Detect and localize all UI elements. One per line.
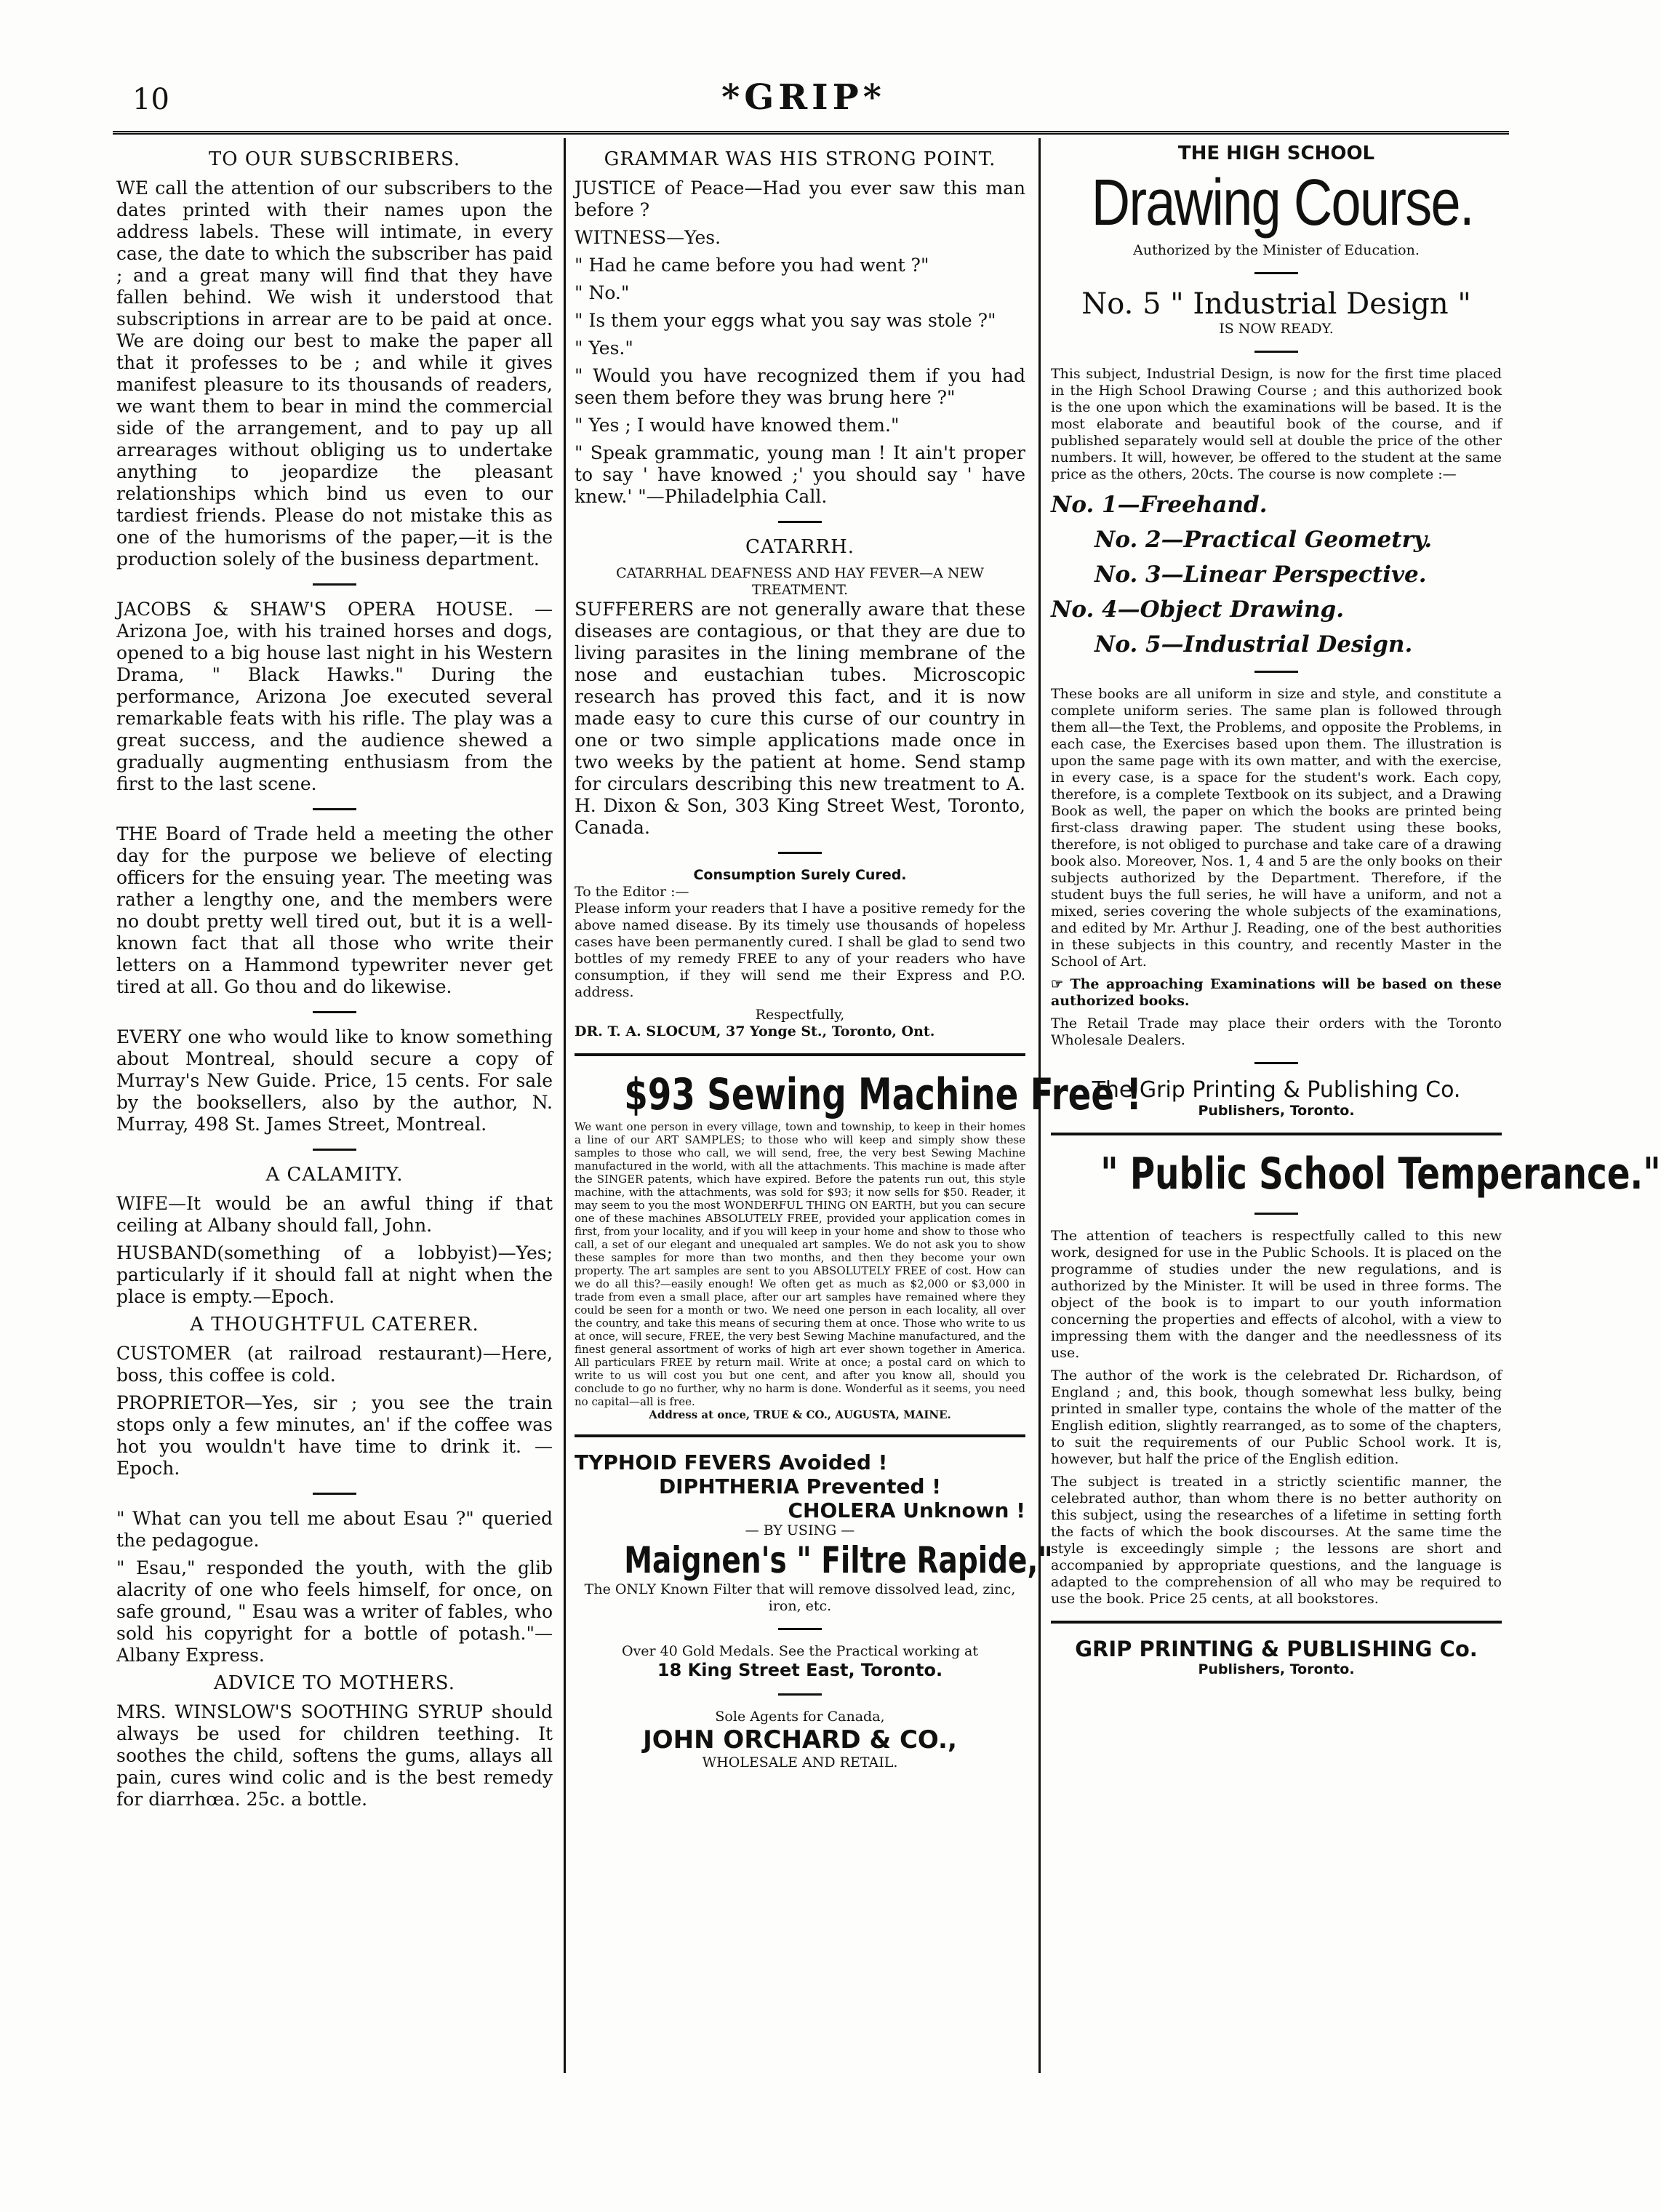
calamity-p2: HUSBAND(something of a lobbyist)—Yes; particularly if it should fall at night when the place is empty.—Epoch. [116,1242,553,1307]
filter-line3: CHOLERA Unknown ! [788,1498,1025,1522]
divider [1254,671,1298,673]
divider [313,1493,356,1495]
filter-line2: DIPHTHERIA Prevented ! [658,1474,942,1498]
consumption-closing: Respectfully, [755,1007,845,1023]
divider [313,583,356,586]
temperance-p3: The subject is treated in a strictly scientific manner, the celebrated author, than whom there is no better authority on this subject, using the researches of a lifetime in setting forth the facts of which the book discourses. At the same time the style is exceedingly simple ; the lessons are short and accompanied by appropriate questions, and the language is adapted to the comprehension of all who may be required to use the book. Price 25 cents, at all bookstores. [1051,1474,1502,1607]
drawing-trade: The Retail Trade may place their orders with the Toronto Wholesale Dealers. [1051,1015,1502,1048]
divider [575,1434,1025,1437]
opera-item: JACOBS & SHAW'S OPERA HOUSE. — Arizona Joe, with his trained horses and dogs, opened to a big house last night in his Western Drama, " Black Hawks." During the performance, Arizona Joe executed several remarkable feats with his rifle. The play was a great success, and the audience shewed a gradually augmenting enthusiasm from the first to the last scene. [116,599,553,794]
drawing-publisher: The Grip Printing & Publishing Co. [1092,1077,1461,1103]
drawing-ready: IS NOW READY. [1219,321,1334,337]
drawing-kicker: THE HIGH SCHOOL [1177,143,1375,164]
filter-product: Maignen's " Filtre Rapide," [624,1539,1053,1581]
temperance-publisher-sub: Publishers, Toronto. [1198,1661,1355,1677]
esau-p2: " Esau," responded the youth, with the glib alacrity of one who feels himself, for once, on safe ground, " Esau was a writer of fables, who sold his copyright for a bottle of potash."—Albany Express. [116,1557,553,1666]
divider [778,1693,822,1696]
drawing-notice: ☞ The approaching Examinations will be based on these authorized books. [1051,976,1502,1009]
divider [778,1628,822,1630]
filter-trade: WHOLESALE AND RETAIL. [702,1754,898,1770]
header-rule [113,131,1509,135]
montreal-item: EVERY one who would like to know something about Montreal, should secure a copy of Murray's New Guide. Price, 15 cents. For sale by the booksellers, also by the author, N. Murray, 498 St. James Street, Montreal. [116,1026,553,1135]
filter-line1: TYPHOID FEVERS Avoided ! [575,1450,888,1474]
column-3 [1051,143,1661,1678]
divider [313,1149,356,1151]
filter-by: — BY USING — [745,1522,855,1538]
divider [778,852,822,854]
drawing-list-item: No. 2—Practical Geometry. [1094,527,1433,553]
grammar-line: " Speak grammatic, young man ! It ain't proper to say ' have knowed ;' you should say ' have knew.' "—Philadelphia Call. [575,442,1025,507]
drawing-intro: This subject, Industrial Design, is now for the first time placed in the High School Drawing Course ; and this authorized book is the one upon which the examinations will be based. It is the most elaborate and beautiful book of the course, and if published separately would sell at double the price of the other numbers. It will, however, be offered to the student at the same price as the others, 20cts. The course is now complete :— [1051,366,1502,482]
sewing-body: We want one person in every village, town and township, to keep in their homes a line of our ART SAMPLES; to those who will keep and simply show these samples to those who call, we will send, free, the very best Sewing Machine manufactured in the world, with all the attachments. This machine is made after the SINGER patents, which have expired. Before the patents run out, this style machine, with the attachments, was sold for $93; it now sells for $50. Reader, it may seem to you the most WONDERFUL THING ON EARTH, but you can secure one of these machines ABSOLUTELY FREE, provided your application comes in first, from your locality, and if you will keep in your home and show to those who call, a set of our elegant and unequaled art samples. We do not ask you to show these samples for more than two months, and then they become your own property. The art samples are sent to you ABSOLUTELY FREE of cost. How can we do all this?—easily enough! We often get as much as $2,000 or $3,000 in trade from even a small place, after our art samples have remained where they could be seen for a month or two. We need one person in each locality, all over the country, and take this means of securing them at once. Those who write to us at once, will secure, FREE, the very best Sewing Machine manufactured, and the finest general assortment of works of high art ever shown together in America. All particulars FREE by return mail. Write at once; a postal card on which to write to us will cost you but one cent, and after you know all, should you conclude to go no further, why no harm is done. Wonderful as it seems, you need no capital—all is free. [575,1120,1025,1408]
mothers-body: MRS. WINSLOW'S SOOTHING SYRUP should always be used for children teething. It soothes the child, softens the gums, allays all pain, cures wind colic and is the best remedy for diarrhœa. 25c. a bottle. [116,1701,553,1810]
esau-p1: " What can you tell me about Esau ?" queried the pedagogue. [116,1508,553,1551]
caterer-heading: A THOUGHTFUL CATERER. [190,1314,479,1335]
temperance-p2: The author of the work is the celebrated Dr. Richardson, of England ; and, this book, though somewhat less bulky, being printed in smaller type, contains the whole of the matter of the English edition, slightly rearranged, as to some of the chapters, to suit the requirements of our Public School work. It is, however, but half the price of the English edition. [1051,1367,1502,1467]
grammar-line: WITNESS—Yes. [575,227,721,248]
consumption-to: To the Editor :— [575,884,689,900]
filter-address: 18 King Street East, Toronto. [657,1660,943,1680]
calamity-heading: A CALAMITY. [265,1164,404,1186]
temperance-publisher: GRIP PRINTING & PUBLISHING Co. [1075,1637,1478,1661]
grammar-line: JUSTICE of Peace—Had you ever saw this man before ? [575,177,1025,220]
grammar-heading: GRAMMAR WAS HIS STRONG POINT. [604,148,996,170]
catarrh-heading: CATARRH. [745,536,855,558]
drawing-list-item: No. 3—Linear Perspective. [1094,562,1427,588]
page-header [109,70,1498,128]
divider [1254,1062,1298,1064]
drawing-title: Drawing Course. [1091,167,1473,239]
drawing-list-item: No. 5—Industrial Design. [1094,631,1413,658]
divider [1051,1133,1502,1135]
sewing-address: Address at once, TRUE & CO., AUGUSTA, MAINE. [649,1408,951,1421]
grammar-line: " Is them your eggs what you say was stole ?" [575,310,996,331]
grammar-line: " Yes ; I would have knowed them." [575,415,900,436]
consumption-signature: DR. T. A. SLOCUM, 37 Yonge St., Toronto, Ont. [575,1023,935,1039]
column-rule [564,138,566,2073]
drawing-details: These books are all uniform in size and style, and constitute a complete uniform series. The same plan is followed through them all—the Text, the Problems, and opposite the Problems, in each case, the Exercises based upon them. The illustration is upon the same page with its own matter, and with the exercise, in every case, is a space for the student's work. Each copy, therefore, is a complete Textbook on its subject, and a Drawing Book as well, the paper on which the books are printed being first-class drawing paper. The student using these books, therefore, is not obliged to purchase and take care of a drawing book also. Moreover, Nos. 1, 4 and 5 are the only books on their subjects authorized by the Department. Therefore, if the student buys the full series, he will have a uniform, and not a mixed, series covering the whole subjects of the examinations, and edited by Mr. Arthur J. Reading, one of the best authorities in these subjects in this country, and recently Master in the School of Art. [1051,686,1502,970]
consumption-heading: Consumption Surely Cured. [693,867,907,883]
grammar-line: " Yes." [575,338,633,359]
temperance-p1: The attention of teachers is respectfully called to this new work, designed for use in the Public Schools. It is placed on the programme of studies under the new regulations, and is authorized by the Minister. It will be used in three forms. The object of the book is to impart to our youth information concerning the properties and effects of alcohol, with a view to impressing them with the danger and the needlessness of its use. [1051,1228,1502,1361]
divider [575,1053,1025,1056]
drawing-authorized: Authorized by the Minister of Education. [1133,242,1420,258]
sewing-headline: $93 Sewing Machine Free ! [624,1069,1142,1120]
caterer-p2: PROPRIETOR—Yes, sir ; you see the train stops only a few minutes, an' if the coffee was hot you wouldn't have time to drink it. —Epoch. [116,1392,553,1479]
filter-agents: Sole Agents for Canada, [715,1709,885,1725]
consumption-body: Please inform your readers that I have a positive remedy for the above named disease. By its timely use thousands of hopeless cases have been permanently cured. I shall be glad to send two bottles of my remedy FREE to any of your readers who have consumption, if they will send me their Express and P.O. address. [575,901,1025,1000]
masthead: *GRIP* [721,77,886,118]
drawing-list-item: No. 4—Object Drawing. [1051,596,1344,623]
subscribers-heading: TO OUR SUBSCRIBERS. [208,148,461,170]
calamity-p1: WIFE—It would be an awful thing if that ceiling at Albany should fall, John. [116,1193,553,1236]
filter-medals: Over 40 Gold Medals. See the Practical working at [622,1643,978,1659]
divider [778,521,822,523]
divider [1254,272,1298,274]
catarrh-subheading: CATARRHAL DEAFNESS AND HAY FEVER—A NEW TREATMENT. [616,565,984,598]
drawing-no5: No. 5 " Industrial Design " [1081,287,1471,321]
divider [313,1011,356,1013]
grammar-line: " Had he came before you had went ?" [575,255,929,276]
catarrh-body: SUFFERERS are not generally aware that these diseases are contagious, or that they are due to living parasites in the lining membrane of the nose and eustachian tubes. Microscopic research has proved this fact, and it is now made easy to cure this curse of our country in one or two simple applications made once in two weeks by the patient at home. Send stamp for circulars describing this new treatment to A. H. Dixon & Son, 303 King Street West, Toronto, Canada. [575,599,1025,838]
caterer-p1: CUSTOMER (at railroad restaurant)—Here, boss, this coffee is cold. [116,1343,553,1386]
divider [313,808,356,810]
column-1 [116,143,553,1816]
filter-company: JOHN ORCHARD & CO., [643,1725,957,1754]
grammar-line: " No." [575,282,630,303]
column-2 [575,143,1142,1771]
page-number: 10 [132,83,169,116]
divider [1254,351,1298,353]
drawing-list-item: No. 1—Freehand. [1051,492,1268,518]
mothers-heading: ADVICE TO MOTHERS. [214,1672,455,1694]
grammar-line: " Would you have recognized them if you had seen them before they was brung here ?" [575,365,1025,408]
subscribers-body: WE call the attention of our subscribers to the dates printed with their names upon the address labels. These will intimate, in every case, the date to which the subscriber has paid ; and a great many will find that they have fallen behind. We wish it understood that subscriptions in arrear are to be paid at once. We are doing our best to make the paper all that it professes to be ; and while it gives manifest pleasure to its thousands of readers, we want them to bear in mind the commercial side of the arrangement, and to pay up all arrearages without obliging us to undertake anything to jeopardize the pleasant relationships which bind us even to our tardiest friends. Please do not mistake this as one of the humorisms of the paper,—it is the production solely of the business department. [116,177,553,570]
temperance-title: " Public School Temperance." [1100,1149,1661,1199]
divider [1254,1213,1298,1215]
board-item: THE Board of Trade held a meeting the other day for the purpose we believe of electing officers for the ensuing year. The meeting was rather a lengthy one, and the members were no doubt pretty well tired out, but it is a well-known fact that all those who write their letters on a Hammond typewriter never get tired at all. Go thou and do likewise. [116,823,553,997]
drawing-publisher-sub: Publishers, Toronto. [1198,1103,1355,1119]
divider [1051,1621,1502,1624]
filter-desc: The ONLY Known Filter that will remove dissolved lead, zinc, iron, etc. [584,1581,1016,1614]
